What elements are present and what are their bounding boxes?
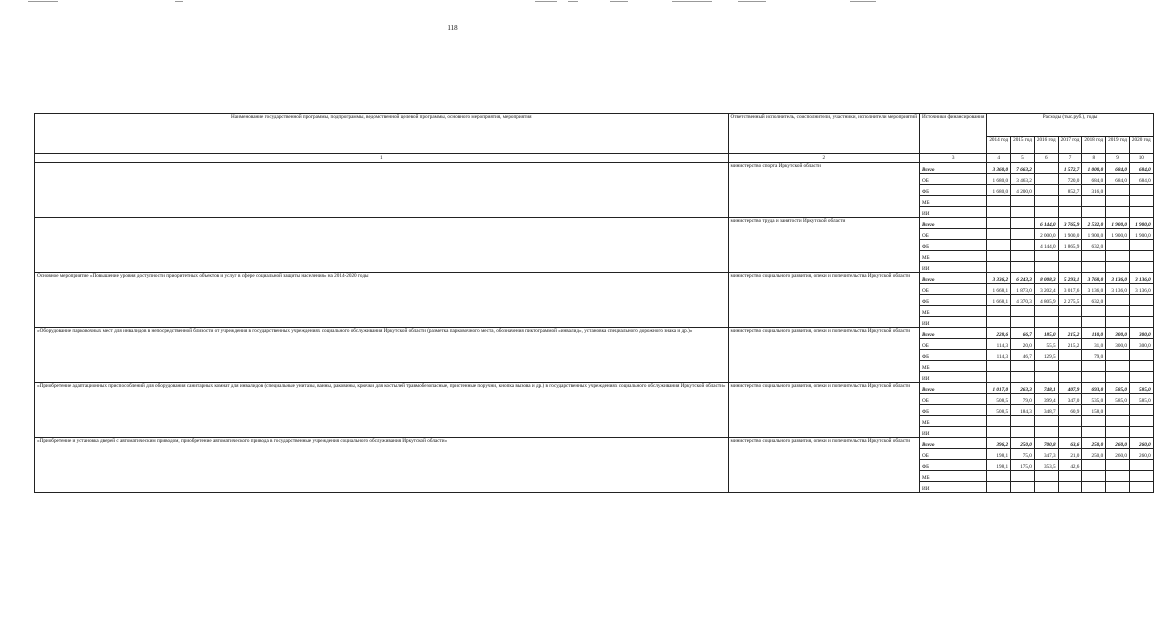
value-cell	[1106, 405, 1130, 416]
value-cell: 347,0	[1058, 394, 1082, 405]
value-cell: 3 136,0	[1106, 284, 1130, 295]
value-cell: 185,0	[1034, 328, 1058, 339]
value-cell: 8 008,3	[1034, 273, 1058, 284]
column-number: 8	[1082, 154, 1106, 163]
value-cell: 632,0	[1082, 240, 1106, 251]
value-cell: 2 275,5	[1058, 295, 1082, 306]
value-cell: 4 200,0	[1011, 185, 1035, 196]
value-cell	[1129, 185, 1153, 196]
source-cell: ОБ	[919, 229, 986, 240]
source-cell: ИИ	[919, 262, 986, 273]
value-cell: 129,5	[1034, 350, 1058, 361]
value-cell: 198,1	[987, 460, 1011, 471]
responsible-cell: министерство социального развития, опеки и попечительства Иркутской области	[728, 328, 919, 383]
value-cell	[1129, 295, 1153, 306]
source-cell: Всего	[919, 328, 986, 339]
column-number: 7	[1058, 154, 1082, 163]
value-cell	[1129, 207, 1153, 218]
value-cell: 1 900,0	[1058, 229, 1082, 240]
value-cell	[987, 240, 1011, 251]
value-cell	[1106, 482, 1130, 493]
table-header	[35, 114, 1154, 163]
value-cell: 585,0	[1129, 383, 1153, 394]
value-cell	[987, 317, 1011, 328]
source-cell: МБ	[919, 361, 986, 372]
value-cell: 1 900,0	[1106, 218, 1130, 229]
budget-table	[34, 113, 1154, 493]
value-cell: 3 136,0	[1082, 284, 1106, 295]
value-cell	[1082, 482, 1106, 493]
source-cell: ОБ	[919, 284, 986, 295]
value-cell: 184,3	[1011, 405, 1035, 416]
value-cell	[987, 251, 1011, 262]
value-cell	[1034, 207, 1058, 218]
value-cell: 260,0	[1129, 449, 1153, 460]
value-cell	[987, 207, 1011, 218]
responsible-cell: министерство социального развития, опеки и попечительства Иркутской области	[728, 273, 919, 328]
responsible-cell: министерство социального развития, опеки и попечительства Иркутской области	[728, 383, 919, 438]
value-cell: 7 663,2	[1011, 163, 1035, 174]
value-cell: 6 243,3	[1011, 273, 1035, 284]
column-number: 1	[35, 154, 729, 163]
value-cell	[1011, 317, 1035, 328]
value-cell: 55,5	[1034, 339, 1058, 350]
value-cell: 228,6	[987, 328, 1011, 339]
value-cell: 63,6	[1058, 438, 1082, 449]
value-cell	[1106, 306, 1130, 317]
value-cell	[1106, 416, 1130, 427]
value-cell	[1129, 306, 1153, 317]
value-cell: 3 136,0	[1106, 273, 1130, 284]
source-cell: Всего	[919, 218, 986, 229]
value-cell	[1129, 460, 1153, 471]
value-cell: 110,0	[1082, 328, 1106, 339]
header-year: 2019 год	[1106, 137, 1130, 154]
value-cell: 684,0	[1129, 163, 1153, 174]
value-cell	[1011, 240, 1035, 251]
value-cell	[1106, 471, 1130, 482]
column-number: 4	[987, 154, 1011, 163]
value-cell	[1082, 196, 1106, 207]
header-year: 2016 год	[1034, 137, 1058, 154]
value-cell	[987, 482, 1011, 493]
header-expenses: Расходы (тыс.руб.), годы	[987, 114, 1153, 137]
value-cell: 684,0	[1106, 174, 1130, 185]
value-cell	[1129, 405, 1153, 416]
value-cell	[1058, 416, 1082, 427]
value-cell	[1034, 471, 1058, 482]
value-cell	[1034, 317, 1058, 328]
value-cell	[987, 218, 1011, 229]
value-cell	[1011, 229, 1035, 240]
source-cell: ОБ	[919, 449, 986, 460]
value-cell	[1011, 251, 1035, 262]
scan-top-marks	[0, 0, 905, 4]
header-year: 2015 год	[1011, 137, 1035, 154]
value-cell: 1 572,7	[1058, 163, 1082, 174]
value-cell: 407,9	[1058, 383, 1082, 394]
source-cell: МБ	[919, 251, 986, 262]
value-cell: 1 680,0	[987, 174, 1011, 185]
value-cell: 508,5	[987, 394, 1011, 405]
value-cell	[1011, 262, 1035, 273]
value-cell	[1034, 174, 1058, 185]
value-cell	[1011, 207, 1035, 218]
header-responsible: Ответственный исполнитель, соисполнители, участники, исполнители мероприятий	[728, 114, 919, 154]
source-cell: ИИ	[919, 427, 986, 438]
value-cell: 1 900,0	[1082, 229, 1106, 240]
value-cell: 42,6	[1058, 460, 1082, 471]
value-cell: 21,0	[1058, 449, 1082, 460]
source-cell: ФБ	[919, 405, 986, 416]
value-cell	[1011, 471, 1035, 482]
value-cell: 2 000,0	[1034, 229, 1058, 240]
value-cell: 250,0	[1082, 438, 1106, 449]
value-cell	[1106, 251, 1130, 262]
value-cell	[1034, 185, 1058, 196]
value-cell: 1 000,0	[1082, 163, 1106, 174]
value-cell: 250,0	[1011, 438, 1035, 449]
value-cell: 300,0	[1106, 339, 1130, 350]
value-cell: 263,3	[1011, 383, 1035, 394]
value-cell: 748,1	[1034, 383, 1058, 394]
value-cell: 20,0	[1011, 339, 1035, 350]
value-cell: 260,0	[1106, 449, 1130, 460]
value-cell	[1011, 218, 1035, 229]
header-year: 2020 год	[1129, 137, 1153, 154]
value-cell	[987, 306, 1011, 317]
program-name-cell	[35, 218, 729, 273]
value-cell: 5 293,1	[1058, 273, 1082, 284]
value-cell	[1106, 262, 1130, 273]
value-cell: 175,0	[1011, 460, 1035, 471]
value-cell: 3 336,2	[987, 273, 1011, 284]
value-cell: 585,0	[1106, 383, 1130, 394]
value-cell	[1034, 361, 1058, 372]
value-cell: 3 136,0	[1129, 284, 1153, 295]
value-cell	[1082, 361, 1106, 372]
value-cell	[987, 262, 1011, 273]
value-cell	[1011, 427, 1035, 438]
column-number: 10	[1129, 154, 1153, 163]
value-cell	[1106, 372, 1130, 383]
value-cell: 46,7	[1011, 350, 1035, 361]
value-cell	[1129, 471, 1153, 482]
source-cell: ОБ	[919, 394, 986, 405]
value-cell	[1058, 207, 1082, 218]
value-cell	[1106, 350, 1130, 361]
value-cell	[1106, 196, 1130, 207]
value-cell	[1011, 482, 1035, 493]
value-cell: 347,3	[1034, 449, 1058, 460]
table-row	[35, 328, 1154, 339]
value-cell: 75,0	[1011, 449, 1035, 460]
table-row	[35, 273, 1154, 284]
value-cell: 79,0	[1011, 394, 1035, 405]
value-cell: 1 900,0	[1129, 229, 1153, 240]
value-cell	[1058, 317, 1082, 328]
value-cell: 348,7	[1034, 405, 1058, 416]
value-cell	[987, 372, 1011, 383]
value-cell: 396,2	[987, 438, 1011, 449]
value-cell	[1129, 416, 1153, 427]
value-cell	[1058, 306, 1082, 317]
value-cell: 3 017,6	[1058, 284, 1082, 295]
value-cell: 3 768,0	[1082, 273, 1106, 284]
source-cell: ИИ	[919, 482, 986, 493]
value-cell	[1058, 350, 1082, 361]
header-year: 2014 год	[987, 137, 1011, 154]
value-cell	[1129, 361, 1153, 372]
header-sources: Источники финансирования	[919, 114, 986, 154]
value-cell: 316,0	[1082, 185, 1106, 196]
value-cell	[1106, 460, 1130, 471]
value-cell	[1011, 196, 1035, 207]
value-cell	[1106, 361, 1130, 372]
value-cell	[1058, 251, 1082, 262]
value-cell: 66,7	[1011, 328, 1035, 339]
value-cell: 260,0	[1129, 438, 1153, 449]
program-name-cell: «Приобретение и установка дверей с автоматическим приводом, приобретение автоматического привода в государственные учреждения социального обслуживания Иркутской области»	[35, 438, 729, 493]
value-cell	[1106, 240, 1130, 251]
source-cell: Всего	[919, 163, 986, 174]
value-cell: 114,3	[987, 350, 1011, 361]
value-cell	[1082, 372, 1106, 383]
value-cell	[1034, 427, 1058, 438]
value-cell	[987, 416, 1011, 427]
value-cell: 684,0	[1082, 174, 1106, 185]
program-name-cell	[35, 163, 729, 218]
source-cell: ИИ	[919, 317, 986, 328]
value-cell: 535,0	[1082, 394, 1106, 405]
source-cell: ИИ	[919, 207, 986, 218]
header-year: 2018 год	[1082, 137, 1106, 154]
source-cell: МБ	[919, 196, 986, 207]
value-cell: 2 532,0	[1082, 218, 1106, 229]
value-cell: 114,3	[987, 339, 1011, 350]
value-cell	[1082, 471, 1106, 482]
program-name-cell: «Оборудование парковочных мест для инвалидов в непосредственной близости от учреждения в государственных учреждениях социального обслуживания Иркутской области (разметка парковочного места, обозначения пиктограммой «инвалид», установка специального дорожного знака и др.)»	[35, 328, 729, 383]
value-cell	[1106, 207, 1130, 218]
value-cell: 3 360,0	[987, 163, 1011, 174]
value-cell: 3 136,0	[1129, 273, 1153, 284]
value-cell: 399,4	[1034, 394, 1058, 405]
table-row	[35, 163, 1154, 174]
source-cell: Всего	[919, 383, 986, 394]
value-cell: 31,0	[1082, 339, 1106, 350]
value-cell: 684,0	[1129, 174, 1153, 185]
value-cell	[1106, 295, 1130, 306]
value-cell: 1 900,0	[1129, 218, 1153, 229]
column-number: 6	[1034, 154, 1058, 163]
value-cell: 215,2	[1058, 339, 1082, 350]
column-number: 5	[1011, 154, 1035, 163]
value-cell	[1034, 372, 1058, 383]
table-row	[35, 383, 1154, 394]
value-cell	[1034, 262, 1058, 273]
source-cell: ОБ	[919, 339, 986, 350]
value-cell	[1058, 427, 1082, 438]
value-cell	[1058, 262, 1082, 273]
value-cell: 300,0	[1129, 328, 1153, 339]
source-cell: ИИ	[919, 372, 986, 383]
value-cell: 158,0	[1082, 405, 1106, 416]
value-cell: 300,0	[1106, 328, 1130, 339]
responsible-cell: министерство социального развития, опеки и попечительства Иркутской области	[728, 438, 919, 493]
value-cell	[987, 361, 1011, 372]
value-cell: 6 144,0	[1034, 218, 1058, 229]
value-cell	[1129, 372, 1153, 383]
value-cell: 260,0	[1106, 438, 1130, 449]
value-cell	[1034, 482, 1058, 493]
value-cell: 585,0	[1129, 394, 1153, 405]
value-cell: 79,0	[1082, 350, 1106, 361]
value-cell: 4 144,0	[1034, 240, 1058, 251]
value-cell	[1058, 482, 1082, 493]
source-cell: ФБ	[919, 460, 986, 471]
responsible-cell: министерство труда и занятости Иркутской области	[728, 218, 919, 273]
source-cell: ФБ	[919, 240, 986, 251]
value-cell: 1 668,1	[987, 295, 1011, 306]
value-cell: 1 680,0	[987, 185, 1011, 196]
header-name: Наименование государственной программы, подпрограммы, ведомственной целевой программы, основного мероприятия, мероприятия	[35, 114, 729, 154]
source-cell: МБ	[919, 471, 986, 482]
value-cell: 3 202,4	[1034, 284, 1058, 295]
value-cell	[1058, 361, 1082, 372]
value-cell: 508,5	[987, 405, 1011, 416]
value-cell	[1106, 317, 1130, 328]
value-cell: 3 463,2	[1011, 174, 1035, 185]
value-cell: 1 668,1	[987, 284, 1011, 295]
value-cell	[1106, 185, 1130, 196]
value-cell: 300,0	[1129, 339, 1153, 350]
value-cell	[987, 471, 1011, 482]
value-cell: 3 765,9	[1058, 218, 1082, 229]
responsible-cell: министерство спорта Иркутской области	[728, 163, 919, 218]
source-cell: МБ	[919, 306, 986, 317]
value-cell	[987, 196, 1011, 207]
value-cell: 693,0	[1082, 383, 1106, 394]
value-cell	[1034, 251, 1058, 262]
value-cell: 585,0	[1106, 394, 1130, 405]
value-cell: 720,0	[1058, 174, 1082, 185]
value-cell: 1 865,9	[1058, 240, 1082, 251]
value-cell: 215,2	[1058, 328, 1082, 339]
value-cell	[1034, 163, 1058, 174]
value-cell	[987, 229, 1011, 240]
value-cell: 4 805,9	[1034, 295, 1058, 306]
value-cell: 60,9	[1058, 405, 1082, 416]
value-cell	[1058, 372, 1082, 383]
value-cell	[1011, 416, 1035, 427]
value-cell	[1082, 207, 1106, 218]
page-number: 118	[447, 24, 458, 32]
source-cell: МБ	[919, 416, 986, 427]
source-cell: ОБ	[919, 174, 986, 185]
source-cell: ФБ	[919, 295, 986, 306]
value-cell: 684,0	[1106, 163, 1130, 174]
value-cell	[1082, 306, 1106, 317]
value-cell: 4 370,3	[1011, 295, 1035, 306]
header-year: 2017 год	[1058, 137, 1082, 154]
table-row	[35, 438, 1154, 449]
source-cell: Всего	[919, 438, 986, 449]
value-cell	[1082, 317, 1106, 328]
value-cell	[1082, 460, 1106, 471]
column-number: 9	[1106, 154, 1130, 163]
value-cell	[1082, 251, 1106, 262]
column-number: 2	[728, 154, 919, 163]
value-cell	[1106, 427, 1130, 438]
value-cell	[987, 427, 1011, 438]
value-cell	[1129, 427, 1153, 438]
value-cell: 198,1	[987, 449, 1011, 460]
value-cell	[1129, 240, 1153, 251]
value-cell	[1082, 416, 1106, 427]
value-cell	[1034, 196, 1058, 207]
value-cell: 852,7	[1058, 185, 1082, 196]
source-cell: Всего	[919, 273, 986, 284]
value-cell: 250,0	[1082, 449, 1106, 460]
value-cell	[1129, 262, 1153, 273]
value-cell	[1011, 361, 1035, 372]
value-cell	[1058, 471, 1082, 482]
value-cell	[1082, 262, 1106, 273]
value-cell	[1082, 427, 1106, 438]
table-body	[35, 163, 1154, 493]
value-cell	[1034, 416, 1058, 427]
value-cell: 1 900,0	[1106, 229, 1130, 240]
source-cell: ФБ	[919, 350, 986, 361]
source-cell: ФБ	[919, 185, 986, 196]
value-cell	[1129, 350, 1153, 361]
value-cell	[1011, 372, 1035, 383]
program-name-cell: «Приобретение адаптационных приспособлений для оборудования санитарных комнат для инвалидов (специальные унитазы, ванны, раковины, крючки для костылей травмобезопасные, пристенные поручни, кнопка вызова и др.) в государственных учреждениях социального обслуживания Иркутской области»	[35, 383, 729, 438]
value-cell	[1034, 306, 1058, 317]
value-cell: 700,8	[1034, 438, 1058, 449]
table-row	[35, 218, 1154, 229]
value-cell: 632,0	[1082, 295, 1106, 306]
value-cell	[1129, 482, 1153, 493]
value-cell	[1058, 196, 1082, 207]
column-number: 3	[919, 154, 986, 163]
value-cell	[1129, 251, 1153, 262]
value-cell: 353,5	[1034, 460, 1058, 471]
value-cell: 1 873,0	[1011, 284, 1035, 295]
value-cell	[1129, 196, 1153, 207]
program-name-cell: Основное мероприятие «Повышение уровня доступности приоритетных объектов и услуг в сфере социальной защиты населения» на 2014-2020 годы	[35, 273, 729, 328]
value-cell: 1 017,0	[987, 383, 1011, 394]
value-cell	[1011, 306, 1035, 317]
value-cell	[1129, 317, 1153, 328]
